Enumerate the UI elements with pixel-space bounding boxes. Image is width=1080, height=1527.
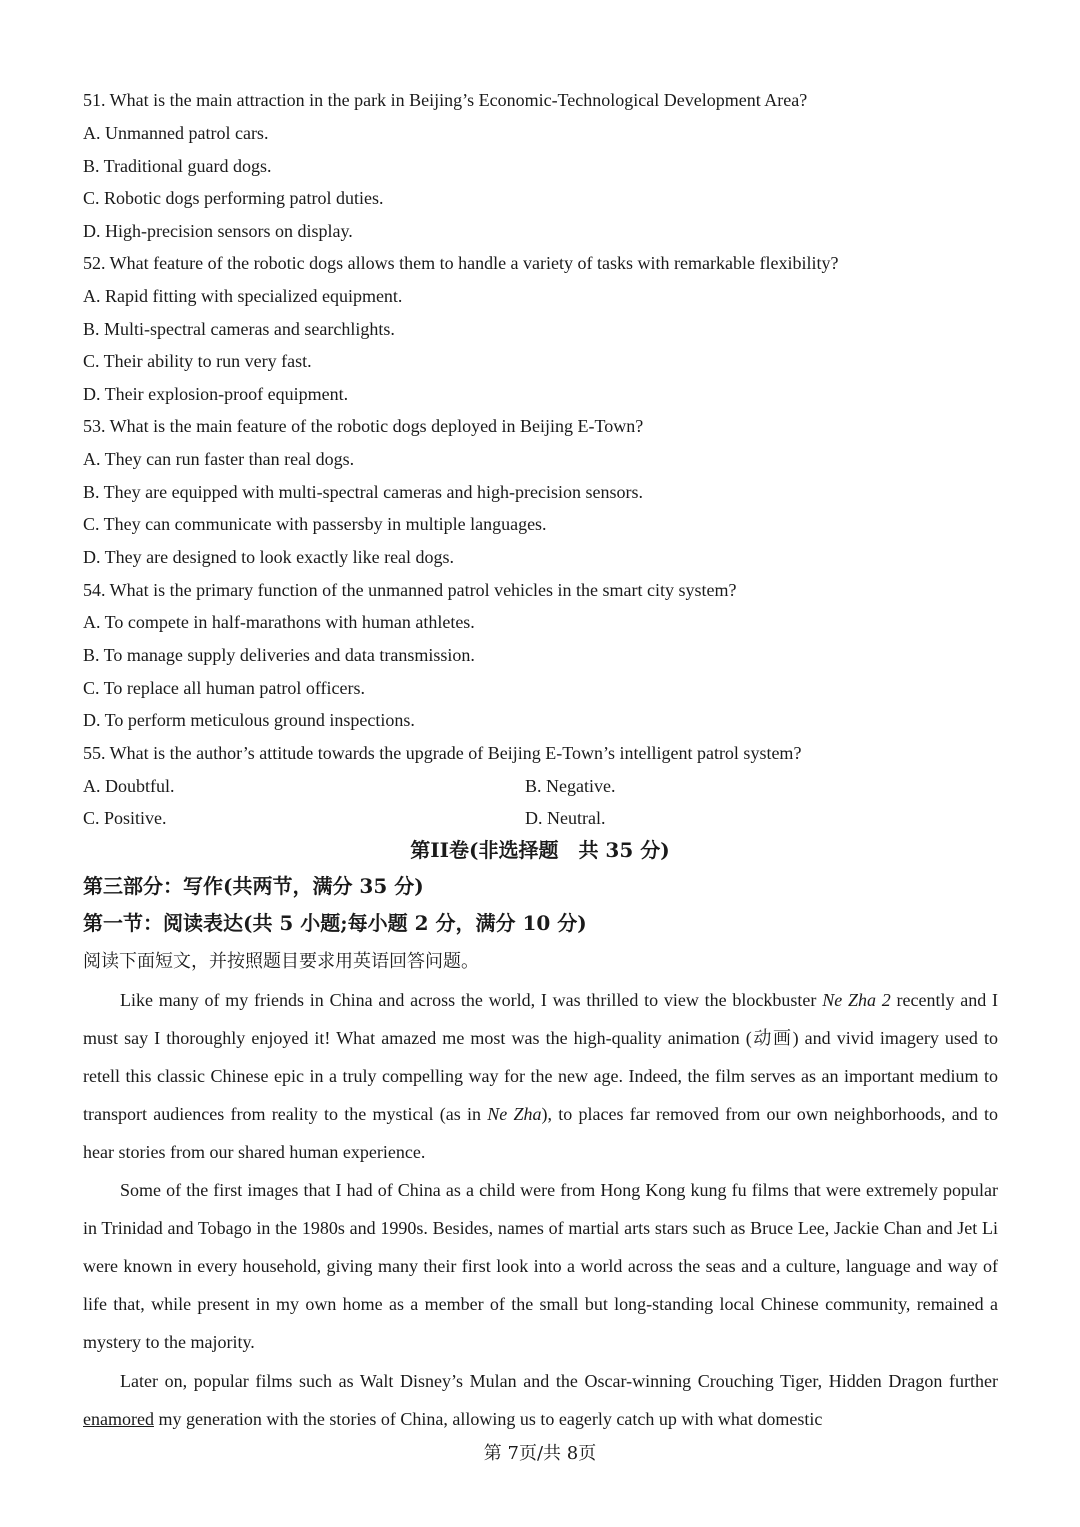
q54-option-c: C. To replace all human patrol officers. <box>83 678 365 698</box>
section-one-heading: 第一节：阅读表达(共 5 小题;每小题 2 分，满分 10 分) <box>83 911 587 935</box>
q55-option-c: C. Positive. <box>83 808 167 828</box>
section-ii-title: 第II卷(非选择题 共 35 分) <box>410 838 670 862</box>
q55-option-b: B. Negative. <box>525 776 616 796</box>
question-51-stem: 51. What is the main attraction in the park in Beijing’s Economic-Technological Development Area? <box>83 90 808 110</box>
passage-paragraph-2 <box>83 1171 998 1361</box>
q54-option-d: D. To perform meticulous ground inspections. <box>83 710 415 730</box>
q53-option-c: C. They can communicate with passersby in multiple languages. <box>83 514 547 534</box>
p3-text-b: my generation with the stories of China, allowing us to eagerly catch up with what domestic <box>153 1409 823 1430</box>
p1-text-c: ), to places far removed from our own neighborhoods, and to hear stories from our shared human experience. <box>83 1104 998 1163</box>
passage-paragraph-1 <box>83 981 998 1171</box>
film-title-ne-zha-2: Ne Zha 2 <box>822 990 891 1010</box>
p1-text-b: recently and I must say I thoroughly enjoyed it! What amazed me most was the high-quality animation (动画) and vivid imagery used to retell this classic Chinese epic in a truly compelling way for the new age. Indeed, the film serves as an important medium to transport audiences from reality to the mystical (as in <box>83 990 998 1125</box>
q51-option-d: D. High-precision sensors on display. <box>83 221 353 241</box>
q53-option-a: A. They can run faster than real dogs. <box>83 449 355 469</box>
q52-option-c: C. Their ability to run very fast. <box>83 351 312 371</box>
q51-option-a: A. Unmanned patrol cars. <box>83 123 269 143</box>
part-three-heading: 第三部分：写作(共两节，满分 35 分) <box>83 874 424 898</box>
q53-option-b: B. They are equipped with multi-spectral cameras and high-precision sensors. <box>83 482 644 502</box>
p2-text: Some of the first images that I had of China as a child were from Hong Kong kung fu films that were extremely popular in Trinidad and Tobago in the 1980s and 1990s. Besides, names of martial arts stars such as Bruce Lee, Jackie Chan and Jet Li were known in every household, giving many their first look into a world across the seas and a culture, language and way of life that, while present in my own home as a member of the small but long-standing local Chinese community, remained a mystery to the majority. <box>83 1180 998 1353</box>
q54-option-a: A. To compete in half-marathons with human athletes. <box>83 612 475 632</box>
p3-text-a: Later on, popular films such as Walt Disney’s Mulan and the Oscar-winning Crouching Tiger, Hidden Dragon further <box>120 1371 998 1391</box>
q54-option-b: B. To manage supply deliveries and data transmission. <box>83 645 475 665</box>
q55-option-a: A. Doubtful. <box>83 776 175 796</box>
film-title-ne-zha: Ne Zha <box>487 1104 542 1125</box>
question-54-stem: 54. What is the primary function of the unmanned patrol vehicles in the smart city system? <box>83 580 737 600</box>
page-number-footer: 第 7页/共 8页 <box>483 1443 597 1464</box>
question-55-stem: 55. What is the author’s attitude towards the upgrade of Beijing E-Town’s intelligent patrol system? <box>83 743 802 763</box>
underlined-word-enamored: enamored <box>83 1409 154 1430</box>
q52-option-b: B. Multi-spectral cameras and searchlights. <box>83 319 395 339</box>
q55-option-d: D. Neutral. <box>525 808 606 828</box>
q52-option-d: D. Their explosion-proof equipment. <box>83 384 349 404</box>
reading-instruction: 阅读下面短文，并按照题目要求用英语回答问题。 <box>83 951 479 972</box>
q51-option-b: B. Traditional guard dogs. <box>83 156 272 176</box>
passage-paragraph-3 <box>83 1362 998 1438</box>
p1-text-a: Like many of my friends in China and across the world, I was thrilled to view the blockbuster <box>120 990 823 1010</box>
q52-option-a: A. Rapid fitting with specialized equipment. <box>83 286 403 306</box>
q53-option-d: D. They are designed to look exactly like real dogs. <box>83 547 455 567</box>
question-53-stem: 53. What is the main feature of the robotic dogs deployed in Beijing E-Town? <box>83 416 644 436</box>
question-52-stem: 52. What feature of the robotic dogs allows them to handle a variety of tasks with remarkable flexibility? <box>83 253 839 273</box>
q51-option-c: C. Robotic dogs performing patrol duties. <box>83 188 384 208</box>
